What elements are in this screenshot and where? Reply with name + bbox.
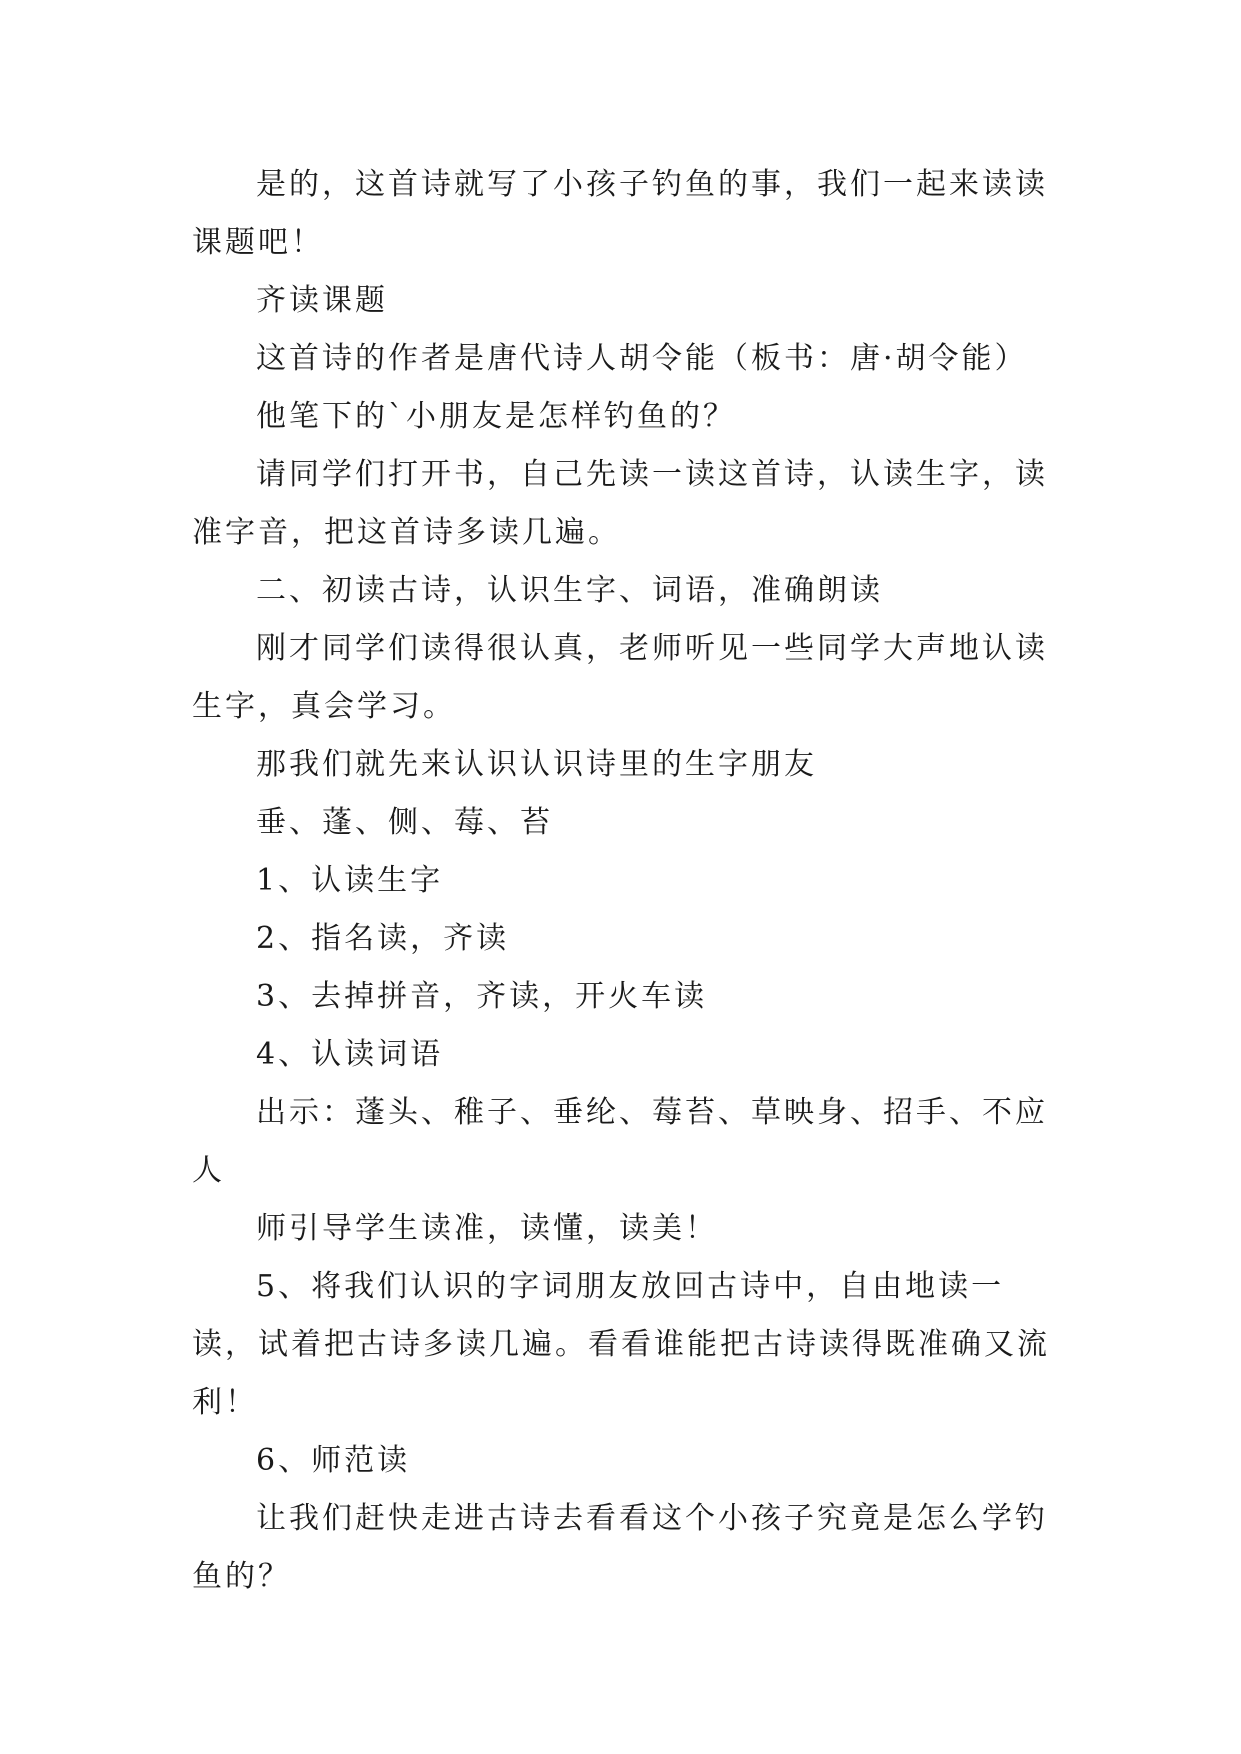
- list-item: 4、认读词语: [256, 1037, 444, 1072]
- paragraph: 他笔下的`小朋友是怎样钓鱼的？: [256, 399, 736, 434]
- paragraph: 是的，这首诗就写了小孩子钓鱼的事，我们一起来读读课题吧！: [192, 167, 1048, 260]
- paragraph: 让我们赶快走进古诗去看看这个小孩子究竟是怎么学钓鱼的？: [192, 1501, 1048, 1594]
- list-item: 2、指名读，齐读: [256, 921, 510, 956]
- paragraph: 那我们就先来认识认识诗里的生字朋友: [256, 747, 817, 782]
- list-item: 5、将我们认识的字词朋友放回古诗中，自由地读一读，试着把古诗多读几遍。看看谁能把古诗读得既准确又流利！: [192, 1269, 1050, 1420]
- document-body: [192, 156, 1052, 1606]
- paragraph: 师引导学生读准，读懂，读美！: [256, 1211, 718, 1246]
- paragraph: 齐读课题: [256, 283, 388, 318]
- paragraph: 刚才同学们读得很认真，老师听见一些同学大声地认读生字，真会学习。: [192, 631, 1048, 724]
- list-item: 3、去掉拼音，齐读，开火车读: [256, 979, 708, 1014]
- paragraph: 这首诗的作者是唐代诗人胡令能（板书：唐·胡令能）: [256, 341, 1028, 376]
- section-heading: 二、初读古诗，认识生字、词语，准确朗读: [256, 573, 883, 608]
- list-item: 1、认读生字: [256, 863, 444, 898]
- paragraph: 请同学们打开书，自己先读一读这首诗，认读生字，读准字音，把这首诗多读几遍。: [192, 457, 1048, 550]
- character-list: 垂、蓬、侧、莓、苔: [256, 805, 553, 840]
- paragraph: 出示：蓬头、稚子、垂纶、莓苔、草映身、招手、不应人: [192, 1095, 1048, 1188]
- list-item: 6、师范读: [256, 1443, 411, 1478]
